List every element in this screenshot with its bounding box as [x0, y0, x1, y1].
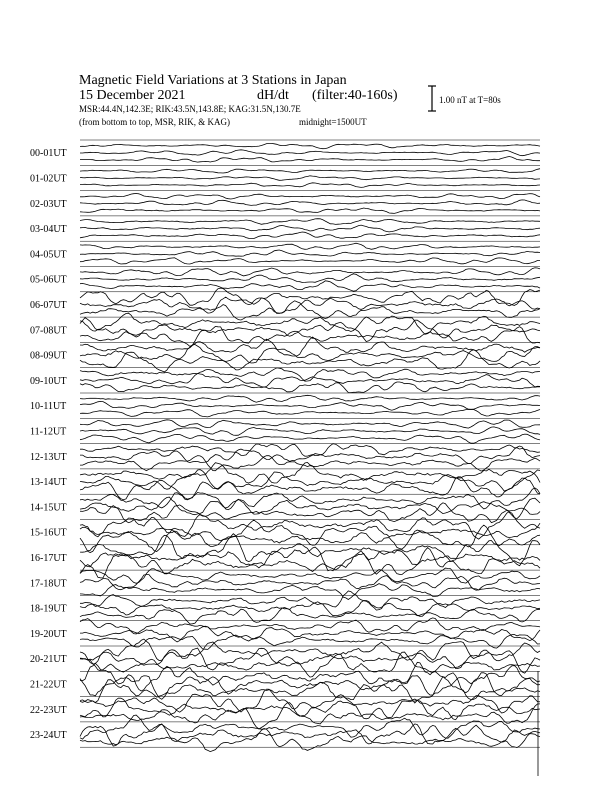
hour-label: 23-24UT [30, 730, 67, 741]
trace-msr [80, 703, 540, 729]
hour-label: 00-01UT [30, 148, 67, 160]
chart-title: Magnetic Field Variations at 3 Stations in Japan [79, 73, 347, 88]
trace-rik [80, 200, 540, 206]
hour-label: 07-08UT [30, 325, 67, 337]
hour-label: 17-18UT [30, 578, 67, 590]
trace-kag [80, 143, 540, 148]
trace-msr [80, 607, 540, 624]
hour-label: 19-20UT [30, 628, 67, 640]
trace-kag [80, 534, 540, 566]
trace-rik [80, 345, 540, 364]
date-label: 15 December 2021 [79, 88, 186, 103]
hour-label: 12-13UT [30, 451, 67, 463]
trace-msr [80, 434, 540, 443]
trace-rik [80, 318, 540, 342]
quantity-label: dH/dt [257, 88, 289, 103]
hour-label: 10-11UT [30, 401, 67, 413]
trace-kag [80, 618, 540, 634]
hour-label: 14-15UT [30, 502, 67, 514]
hour-label: 04-05UT [30, 249, 67, 261]
trace-rik [80, 470, 540, 491]
hour-label: 03-04UT [30, 224, 67, 236]
trace-kag [80, 313, 540, 334]
trace-kag [80, 591, 540, 610]
hour-label: 15-16UT [30, 527, 67, 539]
trace-rik [80, 401, 540, 410]
hour-label: 01-02UT [30, 173, 67, 185]
hour-label: 20-21UT [30, 654, 67, 666]
trace-rik [80, 547, 540, 571]
hour-label: 08-09UT [30, 350, 67, 362]
hour-label: 11-12UT [30, 426, 67, 438]
trace-kag [80, 219, 540, 225]
hour-label: 05-06UT [30, 274, 67, 286]
trace-msr [80, 409, 540, 417]
midnight-label: midnight=1500UT [299, 117, 367, 127]
stations-label: MSR:44.4N,142.3E; RIK:43.5N,143.8E; KAG:31.5N,130.7E [79, 104, 301, 114]
hour-label: 02-03UT [30, 198, 67, 210]
scale-bar-icon [428, 86, 436, 111]
station-order-label: (from bottom to top, MSR, RIK, & KAG) [79, 117, 231, 127]
hour-label: 18-19UT [30, 603, 67, 615]
trace-kag [80, 368, 540, 381]
hour-label: 13-14UT [30, 477, 67, 489]
hour-label: 22-23UT [30, 704, 67, 716]
filter-label: (filter:40-160s) [312, 88, 398, 103]
trace-kag [80, 420, 540, 428]
trace-rik [80, 274, 540, 283]
trace-msr [80, 525, 540, 552]
trace-rik [80, 176, 540, 181]
trace-rik [80, 427, 540, 435]
trace-msr [80, 729, 540, 752]
trace-rik [80, 225, 540, 232]
trace-kag [80, 288, 540, 305]
trace-msr [80, 183, 540, 188]
trace-kag [80, 243, 540, 249]
trace-rik [80, 297, 540, 313]
trace-msr [80, 258, 540, 264]
trace-rik [80, 250, 540, 256]
scale-bar-label: 1.00 nT at T=80s [439, 95, 501, 105]
hour-label: 06-07UT [30, 299, 67, 311]
trace-kag [80, 268, 540, 276]
trace-msr [80, 157, 540, 163]
trace-msr [80, 208, 540, 213]
hour-label: 09-10UT [30, 375, 67, 387]
trace-msr [80, 232, 540, 239]
trace-msr [80, 350, 540, 372]
trace-kag [80, 395, 540, 402]
trace-kag [80, 444, 540, 457]
trace-msr [80, 677, 540, 703]
trace-kag [80, 194, 540, 200]
hour-label: 16-17UT [30, 552, 67, 564]
trace-rik [80, 520, 540, 545]
trace-rik [80, 724, 540, 746]
trace-rik [80, 150, 540, 156]
hour-label: 21-22UT [30, 679, 67, 691]
trace-msr [80, 635, 540, 650]
trace-kag [80, 169, 540, 173]
